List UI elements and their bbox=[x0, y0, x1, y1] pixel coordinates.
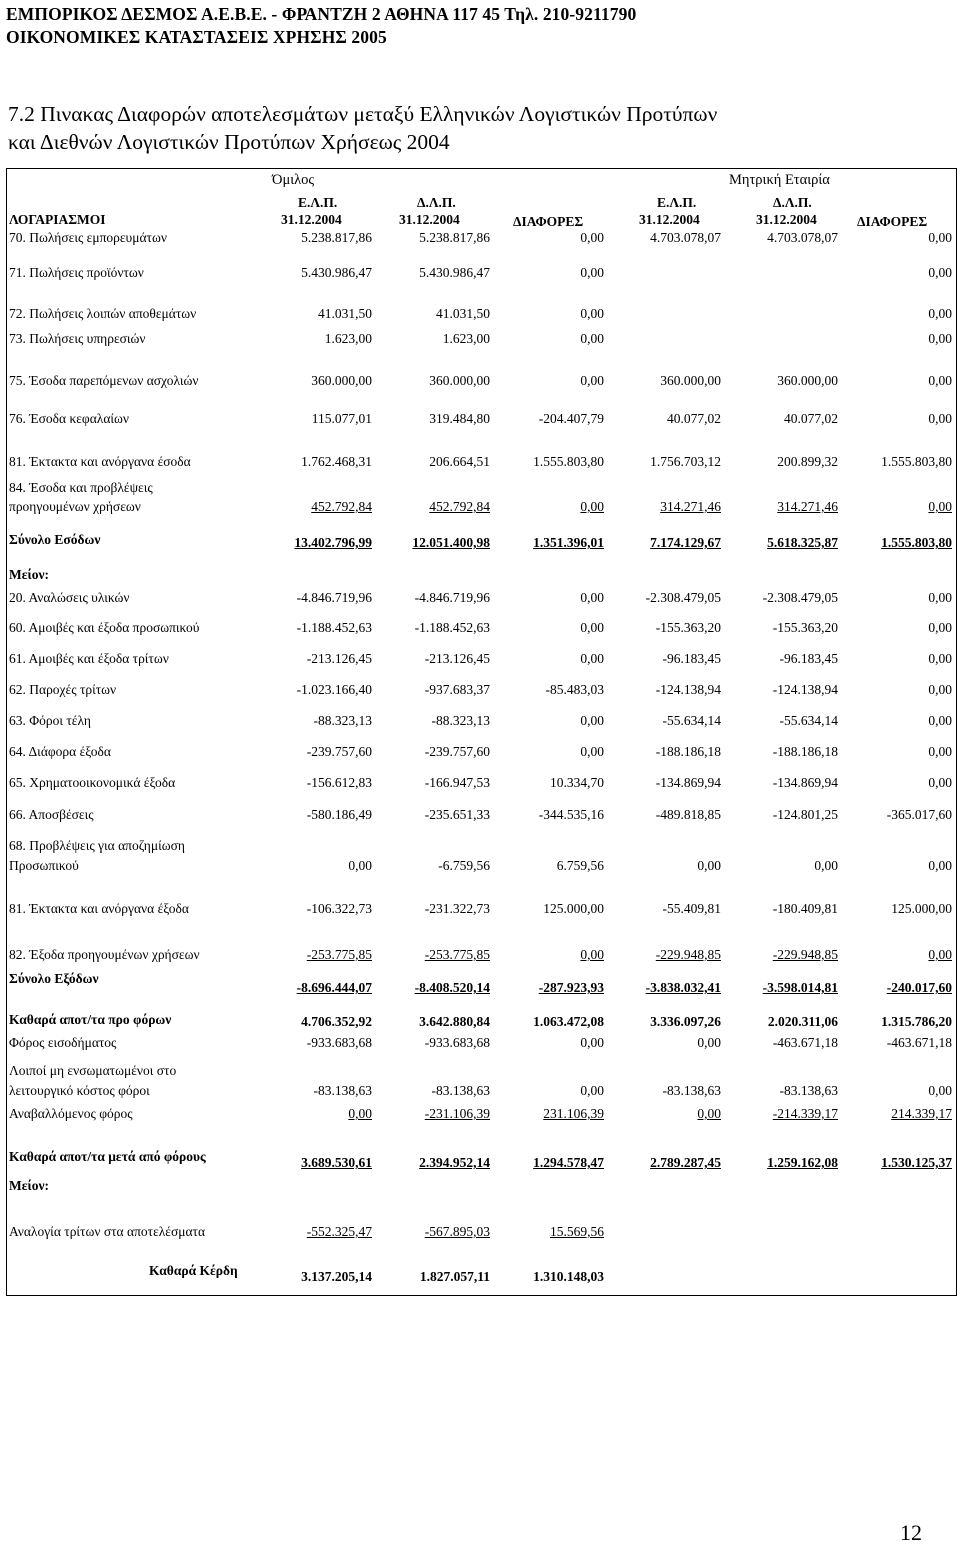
cell-group-diff: 0,00 bbox=[580, 713, 604, 728]
header-group-elp: Ε.Λ.Π. bbox=[298, 195, 338, 210]
cell-group-dlp: -933.683,68 bbox=[424, 1035, 490, 1050]
cell-parent-dlp: 314.271,46 bbox=[777, 499, 838, 514]
cell-group-dlp: -4.846.719,96 bbox=[414, 590, 490, 605]
cell-group-dlp: -1.188.452,63 bbox=[414, 620, 490, 635]
reconciliation-table bbox=[6, 168, 957, 1296]
cell-parent-elp: -229.948,85 bbox=[655, 947, 721, 962]
cell-group-elp: -933.683,68 bbox=[306, 1035, 372, 1050]
cell-parent-dlp: 0,00 bbox=[814, 858, 838, 873]
cell-group-dlp: -166.947,53 bbox=[424, 775, 490, 790]
cell-parent-diff: -240.017,60 bbox=[886, 980, 952, 995]
cell-group-dlp: 1.827.057,11 bbox=[419, 1269, 490, 1284]
cell-parent-diff: 1.315.786,20 bbox=[881, 1014, 952, 1029]
cell-parent-dlp: -83.138,63 bbox=[779, 1083, 838, 1098]
cell-group-diff: 0,00 bbox=[580, 1083, 604, 1098]
header-parent-dlp: Δ.Λ.Π. bbox=[773, 195, 812, 210]
row-label: Καθαρά Κέρδη bbox=[149, 1263, 238, 1278]
group-label-parent: Μητρική Εταιρία bbox=[729, 172, 830, 188]
cell-parent-diff: 0,00 bbox=[928, 775, 952, 790]
cell-group-dlp: -213.126,45 bbox=[424, 651, 490, 666]
cell-parent-diff: 0,00 bbox=[928, 682, 952, 697]
cell-group-elp: 1.623,00 bbox=[324, 331, 372, 346]
cell-parent-elp: -124.138,94 bbox=[655, 682, 721, 697]
row-label: 68. Προβλέψεις για αποζημίωση bbox=[9, 838, 185, 853]
cell-parent-dlp: -229.948,85 bbox=[772, 947, 838, 962]
cell-parent-elp: -2.308.479,05 bbox=[645, 590, 721, 605]
header-group-diff: ΔΙΑΦΟΡΕΣ bbox=[513, 214, 584, 229]
cell-group-dlp: 206.664,51 bbox=[429, 454, 490, 469]
cell-parent-dlp: -96.183,45 bbox=[779, 651, 838, 666]
cell-group-elp: 452.792,84 bbox=[311, 499, 372, 514]
cell-group-elp: -253.775,85 bbox=[306, 947, 372, 962]
row-label: 71. Πωλήσεις προϊόντων bbox=[9, 265, 144, 280]
cell-parent-diff: -463.671,18 bbox=[886, 1035, 952, 1050]
row-label: Μείον: bbox=[9, 1178, 49, 1193]
header-parent-elp: Ε.Λ.Π. bbox=[657, 195, 697, 210]
cell-parent-diff: 0,00 bbox=[928, 499, 952, 514]
cell-group-dlp: -8.408.520,14 bbox=[414, 980, 490, 995]
cell-group-elp: -88.323,13 bbox=[313, 713, 372, 728]
row-label: 84. Έσοδα και προβλέψεις bbox=[9, 480, 153, 495]
cell-parent-dlp: 2.020.311,06 bbox=[767, 1014, 838, 1029]
row-label: 62. Παροχές τρίτων bbox=[9, 682, 117, 697]
row-label: 73. Πωλήσεις υπηρεσιών bbox=[9, 331, 146, 346]
cell-parent-elp: -83.138,63 bbox=[662, 1083, 721, 1098]
cell-parent-elp: 40.077,02 bbox=[667, 411, 721, 426]
cell-parent-elp: 1.756.703,12 bbox=[650, 454, 721, 469]
row-label: Αναλογία τρίτων στα αποτελέσματα bbox=[9, 1224, 206, 1239]
cell-parent-diff: 0,00 bbox=[928, 265, 952, 280]
cell-parent-dlp: -155.363,20 bbox=[772, 620, 838, 635]
cell-parent-diff: 0,00 bbox=[928, 620, 952, 635]
row-label: 64. Διάφορα έξοδα bbox=[9, 744, 111, 759]
cell-group-elp: -580.186,49 bbox=[306, 807, 372, 822]
cell-parent-diff: 0,00 bbox=[928, 947, 952, 962]
cell-group-elp: -8.696.444,07 bbox=[296, 980, 372, 995]
cell-parent-dlp: -463.671,18 bbox=[772, 1035, 838, 1050]
row-label: 75. Έσοδα παρεπόμενων ασχολιών bbox=[9, 373, 199, 388]
cell-group-dlp: 319.484,80 bbox=[429, 411, 490, 426]
cell-parent-diff: 125.000,00 bbox=[891, 901, 952, 916]
cell-parent-elp: -55.409,81 bbox=[662, 901, 721, 916]
cell-group-elp: -1.188.452,63 bbox=[296, 620, 372, 635]
cell-group-elp: 1.762.468,31 bbox=[301, 454, 372, 469]
cell-parent-elp: -3.838.032,41 bbox=[645, 980, 721, 995]
cell-parent-diff: 0,00 bbox=[928, 1083, 952, 1098]
cell-group-diff: 1.294.578,47 bbox=[533, 1155, 604, 1170]
cell-parent-diff: 0,00 bbox=[928, 651, 952, 666]
cell-group-dlp: 41.031,50 bbox=[436, 306, 490, 321]
cell-group-elp: -83.138,63 bbox=[313, 1083, 372, 1098]
group-label-group: Όμιλος bbox=[272, 172, 315, 188]
cell-group-diff: 0,00 bbox=[580, 590, 604, 605]
cell-group-elp: -1.023.166,40 bbox=[296, 682, 372, 697]
cell-group-elp: 4.706.352,92 bbox=[301, 1014, 372, 1029]
cell-parent-elp: -188.186,18 bbox=[655, 744, 721, 759]
cell-group-elp: -239.757,60 bbox=[306, 744, 372, 759]
cell-group-dlp: -88.323,13 bbox=[431, 713, 490, 728]
cell-parent-elp: -55.634,14 bbox=[662, 713, 721, 728]
cell-parent-diff: 1.555.803,80 bbox=[881, 454, 952, 469]
row-label: 61. Αμοιβές και έξοδα τρίτων bbox=[9, 651, 169, 666]
cell-group-dlp: 2.394.952,14 bbox=[419, 1155, 490, 1170]
cell-parent-diff: -365.017,60 bbox=[886, 807, 952, 822]
cell-group-diff: 1.310.148,03 bbox=[533, 1269, 604, 1284]
cell-parent-elp: 0,00 bbox=[697, 1106, 721, 1121]
cell-group-elp: 360.000,00 bbox=[311, 373, 372, 388]
cell-parent-diff: 1.530.125,37 bbox=[881, 1155, 952, 1170]
row-label: 60. Αμοιβές και έξοδα προσωπικού bbox=[9, 620, 200, 635]
header-group-dlp: Δ.Λ.Π. bbox=[417, 195, 456, 210]
cell-parent-dlp: -124.801,25 bbox=[772, 807, 838, 822]
cell-group-dlp: -253.775,85 bbox=[424, 947, 490, 962]
cell-group-diff: 1.063.472,08 bbox=[533, 1014, 604, 1029]
cell-group-dlp: 12.051.400,98 bbox=[412, 535, 490, 550]
cell-parent-diff: 214.339,17 bbox=[891, 1106, 952, 1121]
cell-parent-diff: 0,00 bbox=[928, 306, 952, 321]
cell-parent-dlp: -55.634,14 bbox=[779, 713, 838, 728]
row-label: Σύνολο Εξόδων bbox=[9, 971, 99, 986]
row-label: 65. Χρηματοοικονομικά έξοδα bbox=[9, 775, 176, 790]
cell-group-dlp: 5.430.986,47 bbox=[419, 265, 490, 280]
row-label: 72. Πωλήσεις λοιπών αποθεμάτων bbox=[9, 306, 197, 321]
row-label: 63. Φόροι τέλη bbox=[9, 713, 91, 728]
cell-parent-diff: 0,00 bbox=[928, 590, 952, 605]
cell-parent-elp: -155.363,20 bbox=[655, 620, 721, 635]
cell-group-elp: 0,00 bbox=[348, 858, 372, 873]
cell-parent-elp: -489.818,85 bbox=[655, 807, 721, 822]
header-parent-dlp-date: 31.12.2004 bbox=[756, 212, 817, 227]
cell-group-diff: 10.334,70 bbox=[550, 775, 604, 790]
cell-parent-elp: 0,00 bbox=[697, 1035, 721, 1050]
cell-group-diff: 0,00 bbox=[580, 306, 604, 321]
cell-group-diff: 0,00 bbox=[580, 947, 604, 962]
page-number: 12 bbox=[900, 1520, 922, 1545]
row-label: Λοιποί μη ενσωματωμένοι στο bbox=[9, 1063, 177, 1078]
cell-group-elp: 0,00 bbox=[348, 1106, 372, 1121]
cell-group-diff: 0,00 bbox=[580, 1035, 604, 1050]
cell-group-dlp: -937.683,37 bbox=[424, 682, 490, 697]
cell-group-diff: -344.535,16 bbox=[538, 807, 604, 822]
header-group-elp-date: 31.12.2004 bbox=[281, 212, 342, 227]
cell-group-dlp: -6.759,56 bbox=[438, 858, 490, 873]
cell-group-diff: 0,00 bbox=[580, 373, 604, 388]
cell-parent-diff: 0,00 bbox=[928, 331, 952, 346]
header-group-dlp-date: 31.12.2004 bbox=[399, 212, 460, 227]
cell-group-diff: 1.351.396,01 bbox=[533, 535, 604, 550]
cell-group-dlp: 1.623,00 bbox=[442, 331, 490, 346]
cell-parent-diff: 0,00 bbox=[928, 744, 952, 759]
row-label: 76. Έσοδα κεφαλαίων bbox=[9, 411, 130, 426]
row-label-continued: λειτουργικό κόστος φόροι bbox=[9, 1083, 150, 1098]
cell-parent-dlp: 360.000,00 bbox=[777, 373, 838, 388]
cell-group-dlp: -231.322,73 bbox=[424, 901, 490, 916]
header-accounts: ΛΟΓΑΡΙΑΣΜΟΙ bbox=[9, 212, 106, 227]
cell-parent-diff: 1.555.803,80 bbox=[881, 535, 952, 550]
cell-group-diff: 0,00 bbox=[580, 744, 604, 759]
cell-parent-diff: 0,00 bbox=[928, 373, 952, 388]
cell-group-elp: -552.325,47 bbox=[306, 1224, 372, 1239]
cell-parent-dlp: -188.186,18 bbox=[772, 744, 838, 759]
title-line-1: 7.2 Πινακας Διαφορών αποτελεσμάτων μεταξύ Ελληνικών Λογιστικών Προτύπων bbox=[8, 102, 718, 126]
row-label: 81. Έκτακτα και ανόργανα έσοδα bbox=[9, 454, 191, 469]
cell-group-diff: -287.923,93 bbox=[538, 980, 604, 995]
cell-group-diff: 231.106,39 bbox=[543, 1106, 604, 1121]
row-label: 82. Έξοδα προηγουμένων χρήσεων bbox=[9, 947, 200, 962]
cell-parent-dlp: 40.077,02 bbox=[784, 411, 838, 426]
cell-parent-dlp: 5.618.325,87 bbox=[767, 535, 838, 550]
cell-parent-elp: 360.000,00 bbox=[660, 373, 721, 388]
cell-group-dlp: -83.138,63 bbox=[431, 1083, 490, 1098]
cell-group-elp: 13.402.796,99 bbox=[294, 535, 372, 550]
row-label: Καθαρά αποτ/τα μετά από φόρους bbox=[9, 1149, 206, 1164]
row-label: 81. Έκτακτα και ανόργανα έξοδα bbox=[9, 901, 189, 916]
cell-group-diff: 0,00 bbox=[580, 265, 604, 280]
cell-parent-dlp: 1.259.162,08 bbox=[767, 1155, 838, 1170]
cell-group-dlp: -567.895,03 bbox=[424, 1224, 490, 1239]
cell-group-diff: 15.569,56 bbox=[550, 1224, 604, 1239]
cell-parent-elp: 0,00 bbox=[697, 858, 721, 873]
cell-group-elp: 5.430.986,47 bbox=[301, 265, 372, 280]
cell-parent-elp: 4.703.078,07 bbox=[650, 230, 721, 245]
header-parent-diff: ΔΙΑΦΟΡΕΣ bbox=[857, 214, 928, 229]
cell-parent-dlp: -3.598.014,81 bbox=[762, 980, 838, 995]
row-label: Αναβαλλόμενος φόρος bbox=[9, 1106, 133, 1121]
cell-group-elp: -4.846.719,96 bbox=[296, 590, 372, 605]
cell-group-elp: 41.031,50 bbox=[318, 306, 372, 321]
cell-group-elp: 115.077,01 bbox=[311, 411, 372, 426]
cell-group-diff: 125.000,00 bbox=[543, 901, 604, 916]
cell-group-dlp: -235.651,33 bbox=[424, 807, 490, 822]
cell-parent-elp: -96.183,45 bbox=[662, 651, 721, 666]
cell-group-elp: -213.126,45 bbox=[306, 651, 372, 666]
cell-parent-elp: 7.174.129,67 bbox=[650, 535, 721, 550]
cell-group-elp: 3.137.205,14 bbox=[301, 1269, 372, 1284]
cell-parent-dlp: -134.869,94 bbox=[772, 775, 838, 790]
cell-group-elp: 3.689.530,61 bbox=[301, 1155, 372, 1170]
cell-group-dlp: -231.106,39 bbox=[424, 1106, 490, 1121]
row-label: 66. Αποσβέσεις bbox=[9, 807, 94, 822]
row-label: Καθαρά αποτ/τα προ φόρων bbox=[9, 1012, 172, 1027]
company-line: ΕΜΠΟΡΙΚΟΣ ΔΕΣΜΟΣ Α.Ε.Β.Ε. - ΦΡΑΝΤΖΗ 2 ΑΘΗΝΑ 117 45 Τηλ. 210-9211790 bbox=[6, 4, 637, 24]
cell-group-dlp: 3.642.880,84 bbox=[419, 1014, 490, 1029]
cell-parent-diff: 0,00 bbox=[928, 858, 952, 873]
cell-group-diff: 0,00 bbox=[580, 651, 604, 666]
cell-parent-elp: 2.789.287,45 bbox=[650, 1155, 721, 1170]
cell-parent-diff: 0,00 bbox=[928, 411, 952, 426]
cell-group-diff: -85.483,03 bbox=[545, 682, 604, 697]
row-label: 70. Πωλήσεις εμπορευμάτων bbox=[9, 230, 167, 245]
cell-group-dlp: 452.792,84 bbox=[429, 499, 490, 514]
cell-group-diff: 6.759,56 bbox=[556, 858, 604, 873]
cell-parent-elp: -134.869,94 bbox=[655, 775, 721, 790]
row-label: Φόρος εισοδήματος bbox=[9, 1035, 117, 1050]
cell-group-dlp: 360.000,00 bbox=[429, 373, 490, 388]
cell-parent-dlp: -2.308.479,05 bbox=[762, 590, 838, 605]
cell-parent-elp: 3.336.097,26 bbox=[650, 1014, 721, 1029]
title-line-2: και Διεθνών Λογιστικών Προτύπων Χρήσεως 2004 bbox=[8, 130, 450, 154]
header-parent-elp-date: 31.12.2004 bbox=[639, 212, 700, 227]
cell-group-diff: 1.555.803,80 bbox=[533, 454, 604, 469]
cell-parent-dlp: 200.899,32 bbox=[777, 454, 838, 469]
cell-parent-dlp: -180.409,81 bbox=[772, 901, 838, 916]
cell-parent-diff: 0,00 bbox=[928, 230, 952, 245]
row-label-continued: Προσωπικού bbox=[9, 858, 79, 873]
cell-group-diff: 0,00 bbox=[580, 331, 604, 346]
cell-group-elp: -106.322,73 bbox=[306, 901, 372, 916]
row-label: Μείον: bbox=[9, 567, 49, 582]
statements-line: ΟΙΚΟΝΟΜΙΚΕΣ ΚΑΤΑΣΤΑΣΕΙΣ ΧΡΗΣΗΣ 2005 bbox=[6, 27, 387, 47]
cell-parent-diff: 0,00 bbox=[928, 713, 952, 728]
row-label: 20. Αναλώσεις υλικών bbox=[9, 590, 130, 605]
cell-parent-elp: 314.271,46 bbox=[660, 499, 721, 514]
cell-group-diff: 0,00 bbox=[580, 230, 604, 245]
cell-group-elp: -156.612,83 bbox=[306, 775, 372, 790]
cell-group-diff: 0,00 bbox=[580, 620, 604, 635]
cell-group-diff: 0,00 bbox=[580, 499, 604, 514]
cell-group-elp: 5.238.817,86 bbox=[301, 230, 372, 245]
cell-group-dlp: -239.757,60 bbox=[424, 744, 490, 759]
cell-group-dlp: 5.238.817,86 bbox=[419, 230, 490, 245]
cell-parent-dlp: -214.339,17 bbox=[772, 1106, 838, 1121]
row-label: Σύνολο Εσόδων bbox=[9, 532, 101, 547]
row-label-continued: προηγουμένων χρήσεων bbox=[9, 499, 141, 514]
cell-parent-dlp: 4.703.078,07 bbox=[767, 230, 838, 245]
cell-parent-dlp: -124.138,94 bbox=[772, 682, 838, 697]
cell-group-diff: -204.407,79 bbox=[538, 411, 604, 426]
